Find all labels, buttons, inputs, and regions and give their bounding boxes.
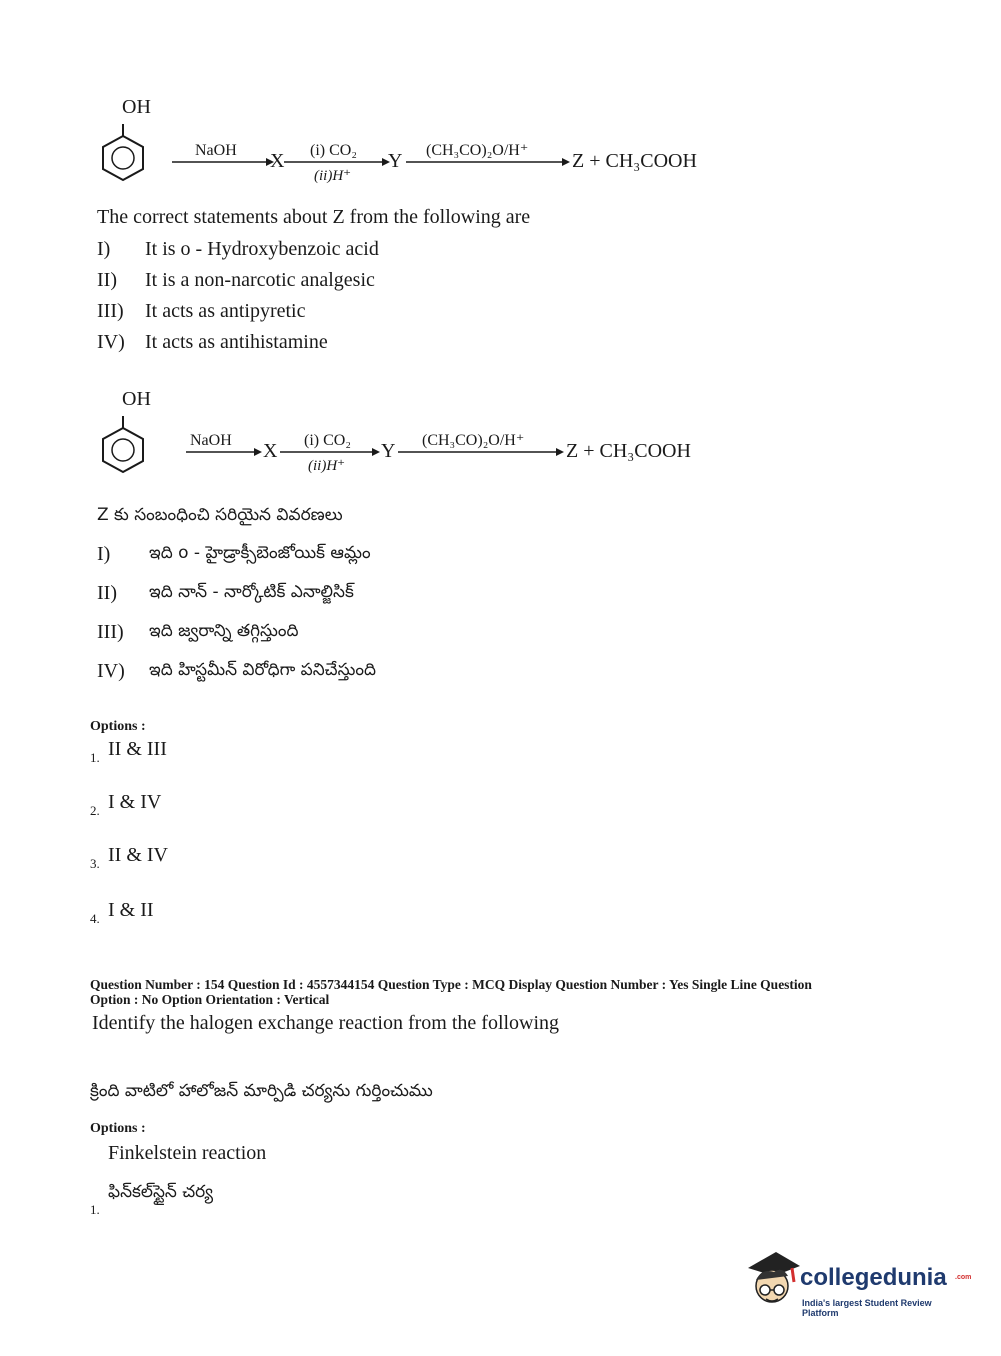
reagent-naoh: NaOH <box>190 432 232 449</box>
reaction-scheme-1 <box>100 96 740 186</box>
intermediate-x: X <box>270 150 285 172</box>
mascot-icon <box>742 1246 802 1310</box>
brand-suffix: .com <box>955 1274 972 1281</box>
brand-name: collegedunia <box>800 1264 947 1291</box>
question-telugu: Z కు సంబంధించి సరియైన వివరణలు <box>97 505 343 525</box>
brand-tagline: India's largest Student Review Platform <box>802 1298 932 1318</box>
option-154-1-telugu: ఫిన్‌కల్‌స్టైన్ చర్య <box>108 1182 214 1202</box>
option-3[interactable]: 3. II & IV <box>90 844 168 871</box>
oh-label: OH <box>122 388 151 410</box>
option-154-1[interactable] <box>90 1142 350 1222</box>
question-meta-line-2: Option : No Option Orientation : Vertical <box>90 992 330 1007</box>
reagent-h-plus: (ii)H⁺ <box>314 168 352 184</box>
question-154-english: Identify the halogen exchange reaction from the following <box>92 1012 560 1034</box>
option-2[interactable]: 2. I & IV <box>90 791 162 818</box>
reagent-h-plus: (ii)H⁺ <box>308 458 346 474</box>
products: Z + CH₃COOH <box>572 150 697 172</box>
options-label: Options : <box>90 719 146 734</box>
reagent-acetic-anhydride: (CH₃CO)₂O/H⁺ <box>422 432 525 449</box>
option-1[interactable]: 1. II & III <box>90 738 167 765</box>
option-154-1-english: Finkelstein reaction <box>108 1142 267 1164</box>
reagent-naoh: NaOH <box>195 142 237 159</box>
intermediate-y: Y <box>381 440 396 462</box>
options-label-154: Options : <box>90 1121 146 1136</box>
intermediate-x: X <box>263 440 278 462</box>
option-4[interactable]: 4. I & II <box>90 899 154 926</box>
reagent-acetic-anhydride: (CH₃CO)₂O/H⁺ <box>426 142 529 159</box>
products: Z + CH₃COOH <box>566 440 691 462</box>
reagent-co2: (i) CO₂ <box>304 432 351 449</box>
question-english: The correct statements about Z from the following are <box>97 206 531 228</box>
question-meta-line-1: Question Number : 154 Question Id : 4557344154 Question Type : MCQ Display Question Number : Yes Single Line Question <box>90 977 812 992</box>
collegedunia-logo[interactable] <box>742 1246 972 1318</box>
option-154-1-number: 1. <box>90 1202 100 1217</box>
reagent-co2: (i) CO₂ <box>310 142 357 159</box>
question-154-telugu: క్రింది వాటిలో హాలోజన్ మార్పిడి చర్యను గుర్తించుము <box>90 1081 433 1101</box>
oh-label: OH <box>122 96 151 118</box>
intermediate-y: Y <box>388 150 403 172</box>
reaction-scheme-2 <box>100 388 740 478</box>
